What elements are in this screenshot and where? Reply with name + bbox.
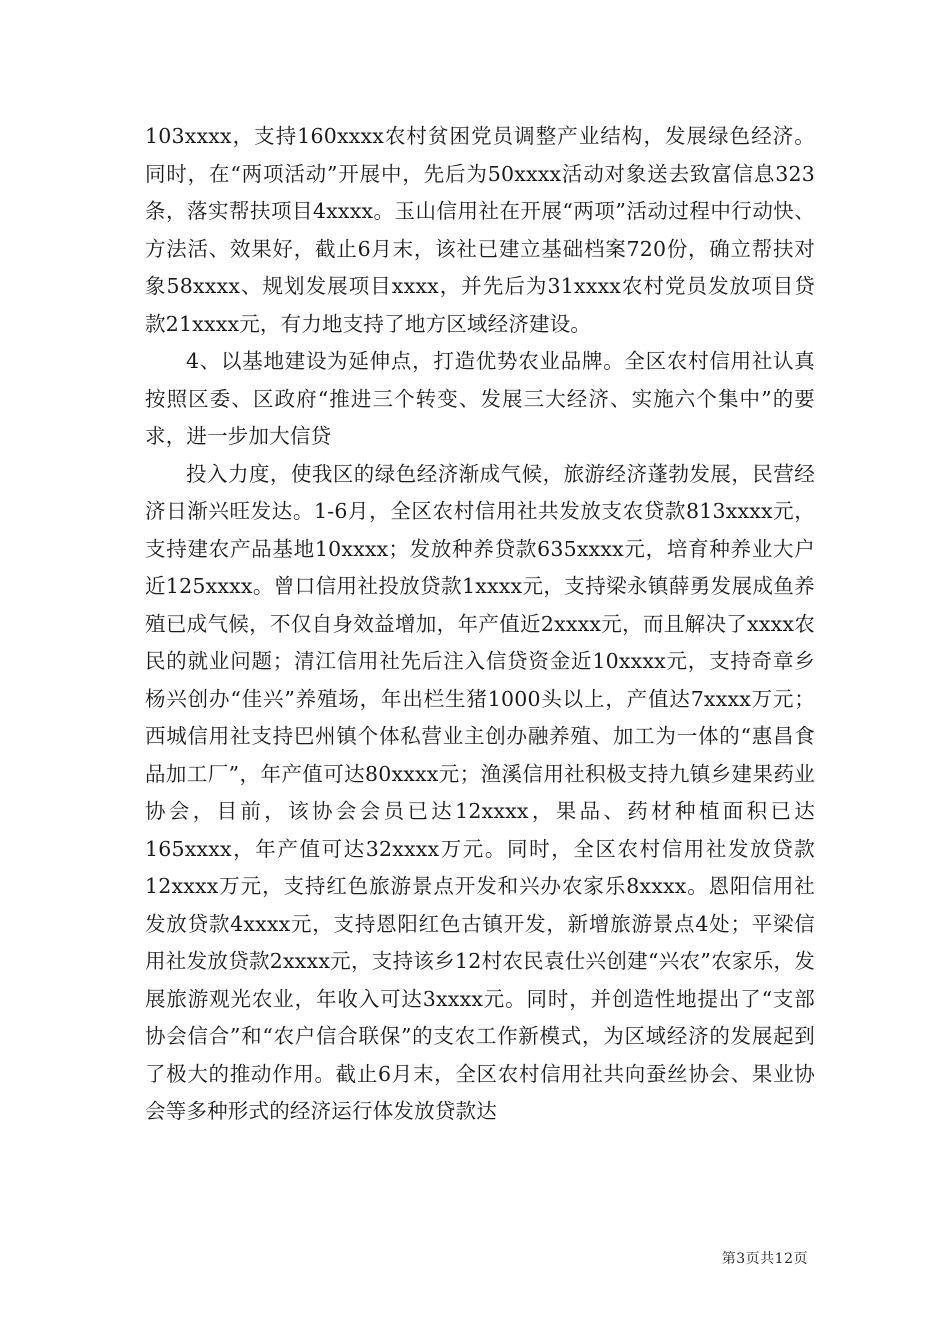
paragraph-investment: 投入力度，使我区的绿色经济渐成气候，旅游经济蓬勃发展，民营经济日渐兴旺发达。1-6月，全区农村信用社共发放支农贷款813xxxx元，支持建农产品基地10xxxx；发放种养贷款635xxxx元，培育种养业大户近125xxxx。曾口信用社投放贷款1xxxx元，支持梁永镇薛勇发展成鱼养殖已成气候，不仅自身效益增加，年产值近2xxxx元，而且解决了xxxx农民的就业问题；清江信用社先后注入信贷资金近10xxxx元，支持奇章乡杨兴创办“佳兴”养殖场，年出栏生猪1000头以上，产值达7xxxx万元；西城信用社支持巴州镇个体私营业主创办融养殖、加工为一体的“惠昌食品加工厂”，年产值可达80xxxx元；渔溪信用社积极支持九镇乡建果药业协会，目前，该协会会员已达12xxxx，果品、药材种植面积已达165xxxx，年产值可达32xxxx万元。同时，全区农村信用社发放贷款12xxxx万元，支持红色旅游景点开发和兴办农家乐8xxxx。恩阳信用社发放贷款4xxxx元，支持恩阳红色古镇开发，新增旅游景点4处；平梁信用社发放贷款2xxxx元，支持该乡12村农民袁仕兴创建“兴农”农家乐，发展旅游观光农业，年收入可达3xxxx元。同时，并创造性地提出了“支部协会信合”和“农户信合联保”的支农工作新模式，为区域经济的发展起到了极大的推动作用。截止6月末，全区农村信用社共向蚕丝协会、果业协会等多种形式的经济运行体发放贷款达: [145, 461, 815, 1123]
page-number: 第3页共12页: [721, 1251, 808, 1267]
paragraph-continued: 103xxxx，支持160xxxx农村贫困党员调整产业结构，发展绿色经济。同时，在“两项活动”开展中，先后为50xxxx活动对象送去致富信息323条，落实帮扶项目4xxxx。玉山信用社在开展“两项”活动过程中行动快、方法活、效果好，截止6月末，该社已建立基础档案720份，确立帮扶对象58xxxx、规划发展项目xxxx，并先后为31xxxx农村党员发放项目贷款21xxxx元，有力地支持了地方区域经济建设。: [145, 124, 815, 336]
document-body: [145, 118, 815, 1131]
paragraph-section-4: 4、以基地建设为延伸点，打造优势农业品牌。全区农村信用社认真按照区委、区政府“推进三个转变、发展三大经济、实施六个集中”的要求，进一步加大信贷: [145, 349, 815, 448]
